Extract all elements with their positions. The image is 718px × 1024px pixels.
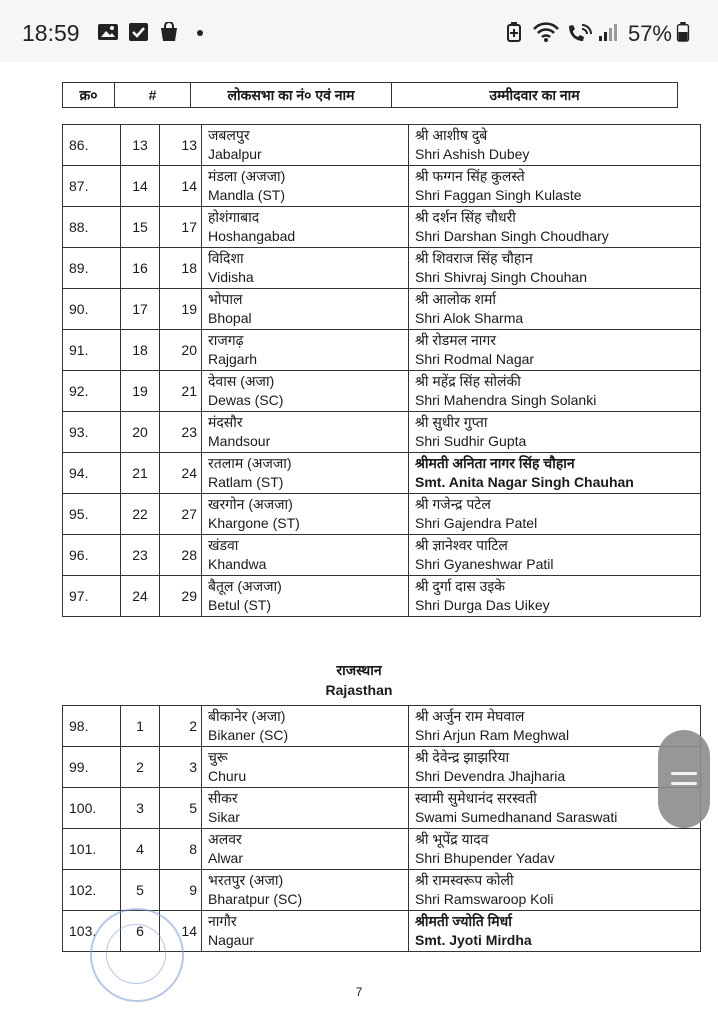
candidate-hindi: श्री सुधीर गुप्ता [415, 414, 488, 430]
section-title-hindi: राजस्थान [336, 662, 382, 678]
serial-number: 92. [63, 371, 121, 412]
constituency-number: 21 [160, 371, 202, 412]
table-header [62, 82, 678, 108]
constituency-english: Bhopal [208, 310, 252, 326]
candidate-cell [409, 870, 701, 911]
candidate-english: Shri Mahendra Singh Solanki [415, 392, 597, 408]
list-number: 14 [121, 166, 160, 207]
constituency-cell [202, 706, 409, 747]
serial-number: 86. [63, 125, 121, 166]
list-number: 21 [121, 453, 160, 494]
page-number: 7 [355, 985, 363, 999]
table-row [63, 747, 701, 788]
candidate-hindi: श्री अर्जुन राम मेघवाल [415, 708, 525, 724]
constituency-hindi: होशंगाबाद [208, 209, 260, 225]
shopping-bag-icon [158, 22, 180, 42]
table-row [63, 870, 701, 911]
constituency-english: Bikaner (SC) [208, 727, 289, 743]
serial-number: 95. [63, 494, 121, 535]
serial-number: 87. [63, 166, 121, 207]
serial-number: 88. [63, 207, 121, 248]
constituency-english: Rajgarh [208, 351, 258, 367]
fast-scroll-handle[interactable] [658, 730, 710, 828]
candidate-table-mp [62, 124, 701, 617]
candidate-hindi: श्री आलोक शर्मा [415, 291, 497, 307]
constituency-cell [202, 289, 409, 330]
list-number: 16 [121, 248, 160, 289]
battery-percent: 57% [627, 21, 672, 46]
candidate-english: Shri Alok Sharma [415, 310, 524, 326]
list-number: 17 [121, 289, 160, 330]
constituency-cell [202, 371, 409, 412]
candidate-cell [409, 494, 701, 535]
wifi-icon [532, 22, 560, 42]
constituency-hindi: मंडला (अजजा) [208, 168, 286, 184]
candidate-english: Shri Durga Das Uikey [415, 597, 550, 613]
constituency-hindi: बैतूल (अजजा) [208, 578, 282, 594]
table-row [63, 289, 701, 330]
serial-number: 96. [63, 535, 121, 576]
constituency-hindi: भरतपुर (अजा) [208, 872, 284, 888]
constituency-number: 23 [160, 412, 202, 453]
table-row [63, 829, 701, 870]
constituency-english: Alwar [208, 850, 244, 866]
candidate-english: Smt. Anita Nagar Singh Chauhan [415, 474, 634, 490]
serial-number: 98. [63, 706, 121, 747]
constituency-number: 19 [160, 289, 202, 330]
constituency-hindi: रतलाम (अजजा) [208, 455, 292, 471]
serial-number: 101. [63, 829, 121, 870]
constituency-hindi: देवास (अजा) [208, 373, 275, 389]
candidate-english: Swami Sumedhanand Saraswati [415, 809, 618, 825]
constituency-english: Ratlam (ST) [208, 474, 284, 490]
candidate-english: Shri Bhupender Yadav [415, 850, 555, 866]
constituency-cell [202, 829, 409, 870]
candidate-hindi: श्री रोडमल नागर [415, 332, 497, 348]
constituency-english: Dewas (SC) [208, 392, 284, 408]
signal-icon [598, 22, 618, 42]
constituency-cell [202, 788, 409, 829]
constituency-number: 28 [160, 535, 202, 576]
constituency-cell [202, 747, 409, 788]
status-time: 18:59 [22, 20, 80, 46]
table-row [63, 207, 701, 248]
battery-saver-icon [505, 22, 523, 42]
constituency-english: Nagaur [208, 932, 254, 948]
constituency-hindi: खंडवा [208, 537, 239, 553]
dot-icon [195, 22, 205, 42]
serial-number: 90. [63, 289, 121, 330]
table-row [63, 535, 701, 576]
serial-number: 94. [63, 453, 121, 494]
table-row [63, 371, 701, 412]
candidate-hindi: श्री गजेन्द्र पटेल [415, 496, 491, 512]
list-number: 20 [121, 412, 160, 453]
constituency-english: Sikar [208, 809, 240, 825]
constituency-cell [202, 494, 409, 535]
header-serial: क्र० [63, 83, 115, 108]
section-title-english: Rajasthan [325, 682, 393, 698]
serial-number: 100. [63, 788, 121, 829]
constituency-number: 17 [160, 207, 202, 248]
candidate-hindi: श्री देवेन्द्र झाझरिया [415, 749, 510, 765]
constituency-number: 27 [160, 494, 202, 535]
status-bar [0, 0, 718, 62]
candidate-cell [409, 747, 701, 788]
list-number: 22 [121, 494, 160, 535]
list-number: 15 [121, 207, 160, 248]
candidate-cell [409, 788, 701, 829]
candidate-cell [409, 371, 701, 412]
candidate-hindi: श्री भूपेंद्र यादव [415, 831, 489, 847]
list-number: 13 [121, 125, 160, 166]
constituency-number: 13 [160, 125, 202, 166]
candidate-english: Shri Rodmal Nagar [415, 351, 535, 367]
constituency-cell [202, 166, 409, 207]
constituency-cell [202, 207, 409, 248]
constituency-cell [202, 453, 409, 494]
constituency-hindi: बीकानेर (अजा) [208, 708, 286, 724]
gallery-icon [97, 22, 119, 42]
candidate-hindi: श्री ज्ञानेश्वर पाटिल [415, 537, 508, 553]
constituency-number: 24 [160, 453, 202, 494]
table-row [63, 412, 701, 453]
candidate-english: Shri Faggan Singh Kulaste [415, 187, 582, 203]
header-constituency: लोकसभा का नं० एवं नाम [191, 83, 392, 108]
constituency-hindi: नागौर [208, 913, 237, 929]
candidate-hindi: श्री दर्शन सिंह चौधरी [415, 209, 516, 225]
candidate-hindi: स्वामी सुमेधानंद सरस्वती [415, 790, 537, 806]
candidate-english: Shri Arjun Ram Meghwal [415, 727, 570, 743]
list-number: 6 [121, 911, 160, 952]
table-row [63, 453, 701, 494]
constituency-cell [202, 125, 409, 166]
table-row [63, 576, 701, 617]
candidate-english: Shri Ashish Dubey [415, 146, 530, 162]
constituency-hindi: भोपाल [208, 291, 243, 307]
candidate-cell [409, 829, 701, 870]
constituency-cell [202, 535, 409, 576]
constituency-number: 5 [160, 788, 202, 829]
constituency-number: 9 [160, 870, 202, 911]
constituency-cell [202, 412, 409, 453]
constituency-hindi: राजगढ़ [208, 332, 244, 348]
constituency-english: Mandsour [208, 433, 271, 449]
table-row [63, 330, 701, 371]
constituency-hindi: अलवर [208, 831, 242, 847]
header-candidate: उम्मीदवार का नाम [392, 83, 678, 108]
constituency-cell [202, 248, 409, 289]
table-row [63, 788, 701, 829]
serial-number: 99. [63, 747, 121, 788]
list-number: 5 [121, 870, 160, 911]
candidate-english: Shri Shivraj Singh Chouhan [415, 269, 587, 285]
constituency-number: 8 [160, 829, 202, 870]
constituency-hindi: जबलपुर [208, 127, 250, 143]
candidate-cell [409, 330, 701, 371]
candidate-cell [409, 706, 701, 747]
constituency-english: Mandla (ST) [208, 187, 286, 203]
list-number: 1 [121, 706, 160, 747]
serial-number: 97. [63, 576, 121, 617]
constituency-english: Betul (ST) [208, 597, 272, 613]
candidate-english: Shri Gajendra Patel [415, 515, 538, 531]
constituency-english: Churu [208, 768, 247, 784]
constituency-number: 14 [160, 911, 202, 952]
wifi-calling-icon [566, 22, 594, 42]
list-number: 24 [121, 576, 160, 617]
constituency-cell [202, 911, 409, 952]
candidate-english: Shri Gyaneshwar Patil [415, 556, 554, 572]
candidate-cell [409, 166, 701, 207]
constituency-number: 2 [160, 706, 202, 747]
candidate-hindi: श्री फग्गन सिंह कुलस्ते [415, 168, 525, 184]
constituency-number: 18 [160, 248, 202, 289]
candidate-english: Shri Sudhir Gupta [415, 433, 527, 449]
constituency-cell [202, 330, 409, 371]
checkbox-icon [128, 22, 150, 42]
constituency-english: Jabalpur [208, 146, 262, 162]
table-row [63, 706, 701, 747]
list-number: 3 [121, 788, 160, 829]
candidate-cell [409, 535, 701, 576]
candidate-english: Shri Devendra Jhajharia [415, 768, 566, 784]
constituency-number: 29 [160, 576, 202, 617]
constituency-cell [202, 576, 409, 617]
constituency-hindi: चुरू [208, 749, 228, 765]
serial-number: 89. [63, 248, 121, 289]
candidate-hindi: श्री आशीष दुबे [415, 127, 488, 143]
constituency-hindi: मंदसौर [208, 414, 243, 430]
list-number: 19 [121, 371, 160, 412]
constituency-english: Khandwa [208, 556, 267, 572]
serial-number: 103. [63, 911, 121, 952]
candidate-cell [409, 576, 701, 617]
candidate-cell [409, 125, 701, 166]
constituency-number: 3 [160, 747, 202, 788]
list-number: 18 [121, 330, 160, 371]
candidate-cell [409, 911, 701, 952]
list-number: 4 [121, 829, 160, 870]
table-row [63, 125, 701, 166]
candidate-cell [409, 412, 701, 453]
list-number: 2 [121, 747, 160, 788]
candidate-english: Shri Ramswaroop Koli [415, 891, 554, 907]
candidate-cell [409, 248, 701, 289]
candidate-cell [409, 289, 701, 330]
candidate-english: Smt. Jyoti Mirdha [415, 932, 532, 948]
table-row [63, 494, 701, 535]
constituency-english: Hoshangabad [208, 228, 296, 244]
candidate-cell [409, 453, 701, 494]
candidate-hindi: श्रीमती ज्योति मिर्धा [415, 913, 512, 929]
constituency-hindi: सीकर [208, 790, 238, 806]
constituency-hindi: खरगोन (अजजा) [208, 496, 293, 512]
battery-icon [676, 22, 690, 42]
table-row [63, 166, 701, 207]
constituency-cell [202, 870, 409, 911]
candidate-hindi: श्री रामस्वरूप कोली [415, 872, 514, 888]
constituency-number: 14 [160, 166, 202, 207]
constituency-english: Vidisha [208, 269, 254, 285]
candidate-hindi: श्रीमती अनिता नागर सिंह चौहान [415, 455, 575, 471]
list-number: 23 [121, 535, 160, 576]
serial-number: 102. [63, 870, 121, 911]
candidate-hindi: श्री दुर्गा दास उइके [415, 578, 505, 594]
constituency-english: Khargone (ST) [208, 515, 300, 531]
constituency-hindi: विदिशा [208, 250, 244, 266]
constituency-english: Bharatpur (SC) [208, 891, 303, 907]
candidate-hindi: श्री महेंद्र सिंह सोलंकी [415, 373, 521, 389]
candidate-cell [409, 207, 701, 248]
serial-number: 91. [63, 330, 121, 371]
candidate-english: Shri Darshan Singh Choudhary [415, 228, 609, 244]
header-hash: # [115, 83, 191, 108]
constituency-number: 20 [160, 330, 202, 371]
candidate-hindi: श्री शिवराज सिंह चौहान [415, 250, 533, 266]
table-row [63, 248, 701, 289]
serial-number: 93. [63, 412, 121, 453]
